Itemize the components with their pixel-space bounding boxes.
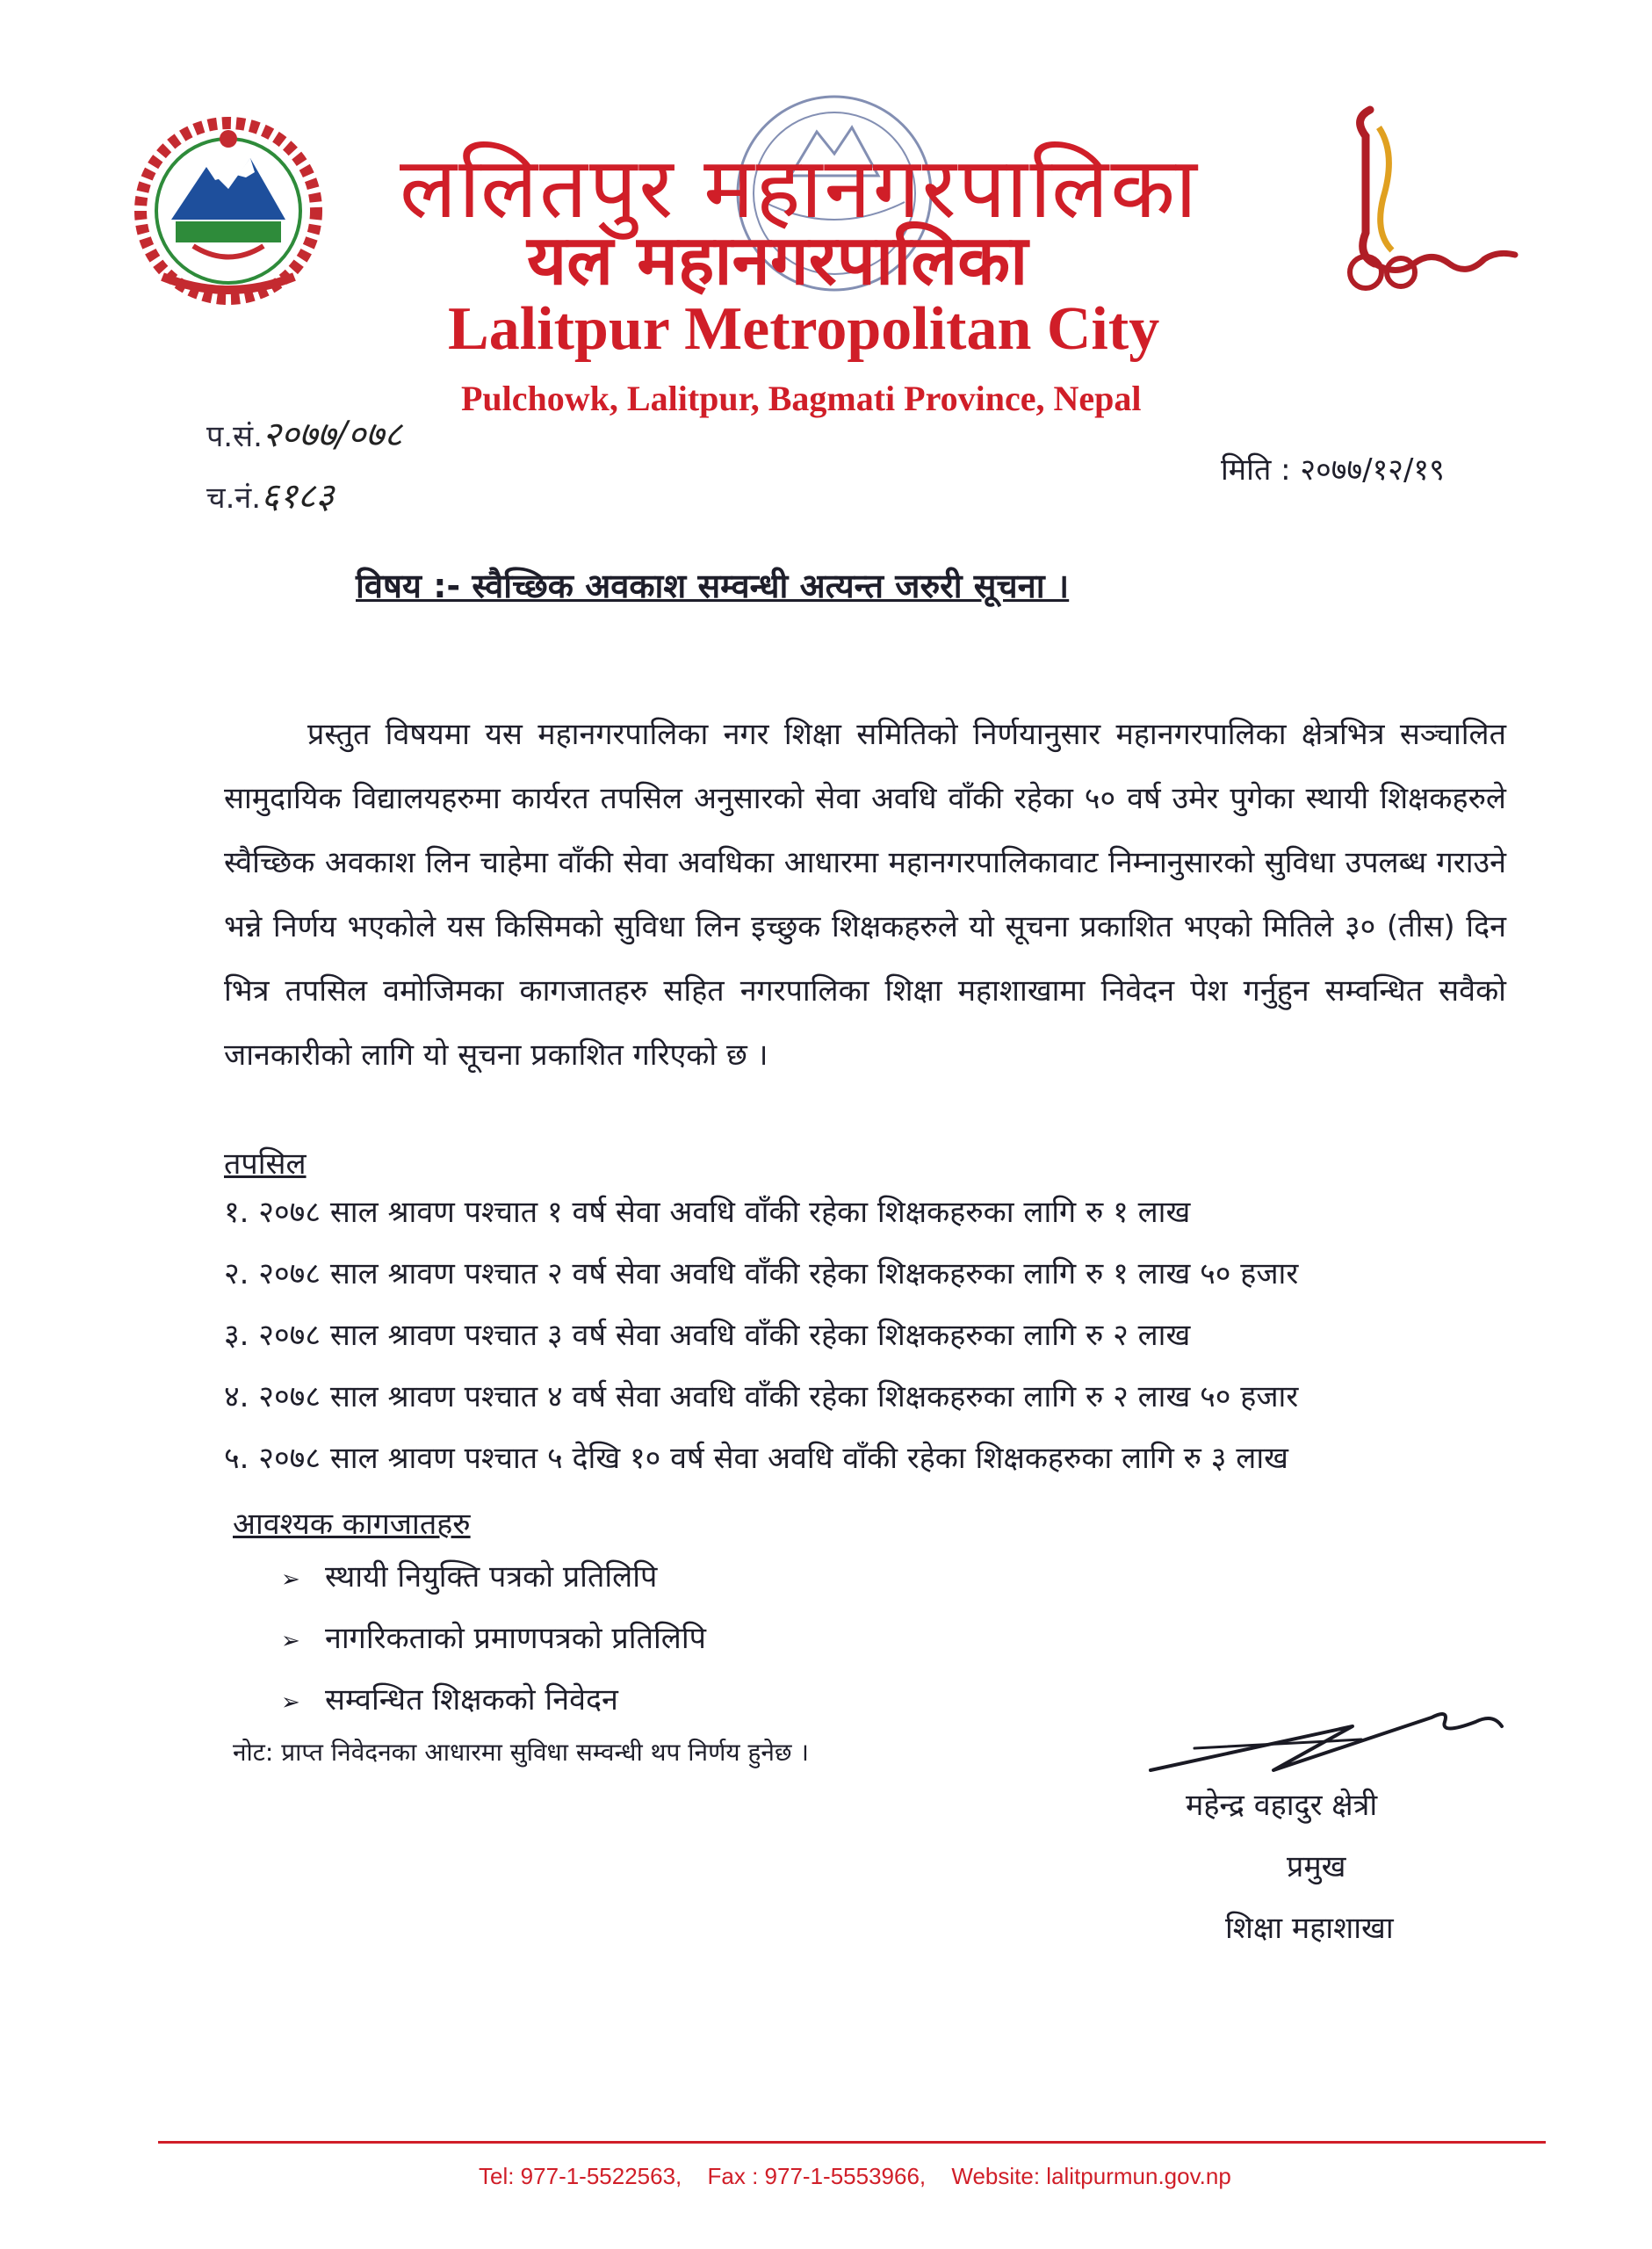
tapasil-item: ५. २०७८ साल श्रावण पश्चात ५ देखि १० वर्ष सेवा अवधि वाँकी रहेका शिक्षकहरुका लागि रु ३ लाख (224, 1441, 1288, 1476)
arrow-bullet-icon: ➢ (281, 1689, 300, 1716)
date-label: मिति : (1221, 452, 1291, 488)
arrow-bullet-icon: ➢ (281, 1566, 300, 1593)
nepal-emblem-icon (123, 114, 334, 307)
tapasil-item: ३. २०७८ साल श्रावण पश्चात ३ वर्ष सेवा अवधि वाँकी रहेका शिक्षकहरुका लागि रु २ लाख (224, 1318, 1191, 1353)
arrow-bullet-icon: ➢ (281, 1628, 300, 1654)
letter-body: प्रस्तुत विषयमा यस महानगरपालिका नगर शिक्षा समितिको निर्णयानुसार महानगरपालिका क्षेत्रभित्र सञ्चालित सामुदायिक विद्यालयहरुमा कार्यरत तपसिल अनुसारको सेवा अवधि वाँकी रहेका ५० वर्ष उमेर पुगेका स्थायी शिक्षकहरुले स्वैच्छिक अवकाश लिन चाहेमा वाँकी सेवा अवधिका आधारमा महानगरपालिकावाट निम्नानुसारको सुविधा उपलब्ध गराउने भन्ने निर्णय भएकोले यस किसिमको सुविधा लिन इच्छुक शिक्षकहरुले यो सूचना प्रकाशित भएको मितिले ३० (तीस) दिन भित्र तपसिल वमोजिमका कागजातहरु सहित नगरपालिका शिक्षा महाशाखामा निवेदन पेश गर्नुहुन सम्वन्धित सवैको जानकारीको लागि यो सूचना प्रकाशित गरिएको छ । (224, 717, 1506, 1073)
signatory-name: महेन्द्र वहादुर क्षेत्री (1186, 1788, 1378, 1823)
footer-fax: Fax : 977-1-5553966, (707, 2163, 927, 2189)
patra-sankhya (206, 409, 402, 457)
document-item: ➢ सम्वन्धित शिक्षकको निवेदन (281, 1682, 618, 1717)
header-address: Pulchowk, Lalitpur, Bagmati Province, Nepal (461, 379, 1142, 418)
city-symbol-icon (1326, 101, 1528, 303)
letter-date (1221, 448, 1445, 488)
document-item: ➢ नागरिकताको प्रमाणपत्रको प्रतिलिपि (281, 1621, 706, 1656)
footer-contact (479, 2163, 1251, 2190)
tapasil-item: २. २०७८ साल श्रावण पश्चात २ वर्ष सेवा अवधि वाँकी रहेका शिक्षकहरुका लागि रु १ लाख ५० हजार (224, 1256, 1299, 1291)
chalani-value: ६१८३ (261, 476, 335, 517)
note-text: नोट: प्राप्त निवेदनका आधारमा सुविधा सम्वन्धी थप निर्णय हुनेछ । (233, 1738, 810, 1767)
signatory-title: प्रमुख (1287, 1849, 1346, 1884)
footer-tel: Tel: 977-1-5522563, (479, 2163, 682, 2189)
documents-heading: आवश्यक कागजातहरु (233, 1507, 471, 1542)
header-title-nepali: ललितपुर महानगरपालिका (400, 139, 1199, 237)
handwritten-signature (1142, 1687, 1511, 1783)
chalani-number (206, 470, 334, 518)
signatory-department: शिक्षा महाशाखा (1225, 1911, 1394, 1946)
date-value: २०७७/१२/१९ (1300, 452, 1445, 488)
letter-subject: विषय :- स्वैच्छिक अवकाश सम्वन्धी अत्यन्त जरुरी सूचना । (356, 567, 1070, 605)
chalani-label: च.नं. (206, 481, 262, 516)
header-title-english: Lalitpur Metropolitan City (448, 295, 1160, 363)
header-title-newari: यल महानगरपालिका (527, 221, 1028, 300)
patra-value: २०७७/०७८ (262, 415, 402, 455)
tapasil-item: ४. २०७८ साल श्रावण पश्चात ४ वर्ष सेवा अवधि वाँकी रहेका शिक्षकहरुका लागि रु २ लाख ५० हजार (224, 1379, 1299, 1414)
tapasil-heading: तपसिल (224, 1146, 307, 1182)
tapasil-item: १. २०७८ साल श्रावण पश्चात १ वर्ष सेवा अवधि वाँकी रहेका शिक्षकहरुका लागि रु १ लाख (224, 1195, 1191, 1230)
patra-label: प.सं. (206, 419, 263, 454)
footer-divider (158, 2141, 1546, 2144)
footer-website: Website: lalitpurmun.gov.np (951, 2163, 1231, 2189)
document-item: ➢ स्थायी नियुक्ति पत्रको प्रतिलिपि (281, 1559, 658, 1595)
